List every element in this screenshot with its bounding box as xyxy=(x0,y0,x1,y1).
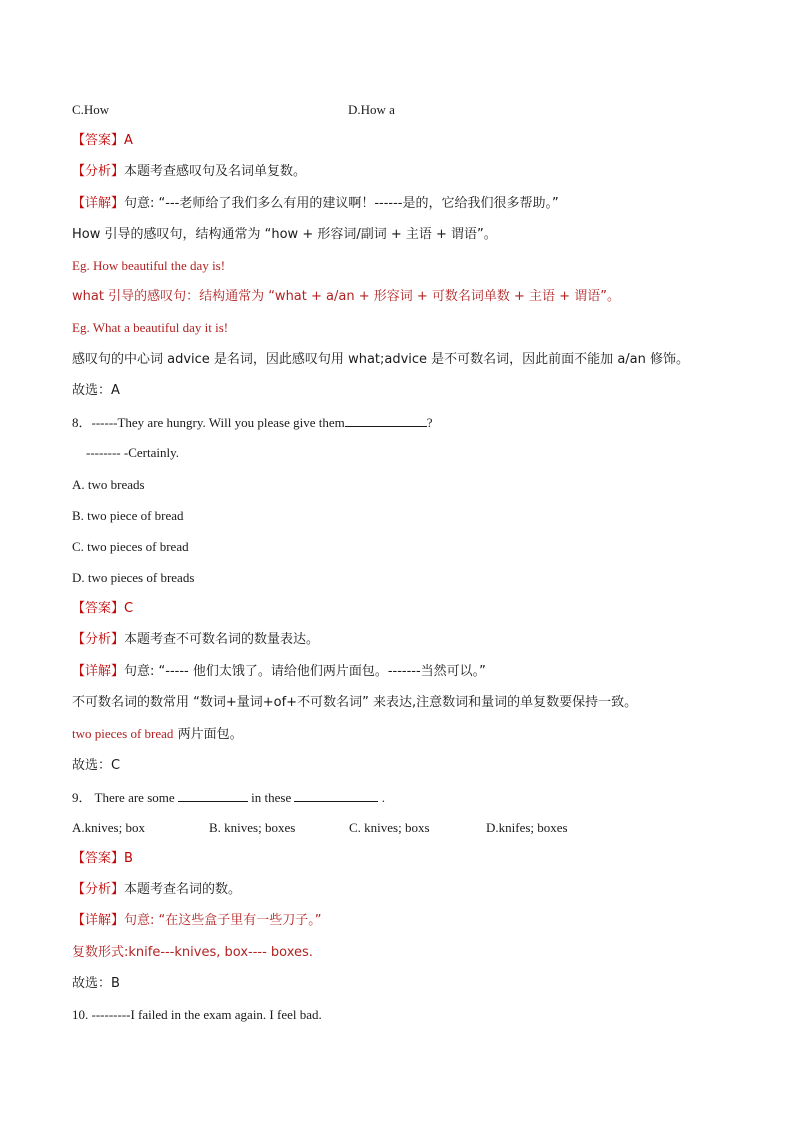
q7-example-2: Eg. What a beautiful day it is! xyxy=(72,320,229,335)
q7-detail xyxy=(72,196,559,212)
q9-answer: 【答案】B xyxy=(72,851,133,866)
q8-stem-text: 8．------They are hungry. Will you please give them xyxy=(72,415,345,430)
q7-choose: 故选：A xyxy=(72,383,120,398)
analysis-tag: 【分析】 xyxy=(72,164,125,179)
analysis-tag: 【分析】 xyxy=(72,632,125,647)
q8-answer: 【答案】C xyxy=(72,601,134,616)
detail-text: 句意: “---老师给了我们多么有用的建议啊！------是的，它给我们很多帮助。” xyxy=(124,196,559,211)
q7-explain: 感叹句的中心词 advice 是名词，因此感叹句用 what;advice 是不可数名词，因此前面不能加 a/an 修饰。 xyxy=(72,352,689,367)
q9-stem-text: 9． There are some xyxy=(72,790,175,805)
q8-stem-end: ? xyxy=(426,415,433,430)
q9-option-b: B. knives; boxes xyxy=(209,820,296,835)
detail-tag: 【详解】 xyxy=(72,196,125,211)
q8-option-a: A. two breads xyxy=(72,477,145,492)
q8-detail xyxy=(72,664,486,680)
q9-option-a: A.knives; box xyxy=(72,820,145,835)
what-rule-text: what 引导的感叹句：结构通常为 “what + a/an + 形容词 + 可数名词单数 + 主语 + 谓语”。 xyxy=(72,289,620,304)
detail-text: 句意: “----- 他们太饿了。请给他们两片面包。-------当然可以。” xyxy=(124,664,486,679)
q9-stem-end: . xyxy=(381,790,385,805)
q9-option-d: D.knifes; boxes xyxy=(486,820,568,835)
q10-stem: 10. ---------I failed in the exam again. I feel bad. xyxy=(72,1007,322,1022)
q7-answer: 【答案】A xyxy=(72,133,133,148)
q9-analysis xyxy=(72,882,241,898)
q7-option-d: D.How a xyxy=(348,102,395,117)
q8-example xyxy=(72,726,243,743)
q8-option-b: B. two piece of bread xyxy=(72,508,184,523)
example-chinese: 两片面包。 xyxy=(173,727,243,742)
q7-option-c: C.How xyxy=(72,102,110,117)
answer-blank-1 xyxy=(178,789,248,802)
q7-example-1: Eg. How beautiful the day is! xyxy=(72,258,226,273)
example-english: two pieces of bread xyxy=(72,726,174,741)
q9-choose: 故选：B xyxy=(72,976,120,991)
detail-tag: 【详解】 xyxy=(72,664,125,679)
q9-stem-mid: in these xyxy=(251,790,292,805)
detail-tag: 【详解】 xyxy=(72,913,125,928)
answer-blank-2 xyxy=(294,789,378,802)
analysis-text: 本题考查名词的数。 xyxy=(124,882,242,897)
q7-how-rule: How 引导的感叹句，结构通常为 “how + 形容词/副词 + 主语 + 谓语”。 xyxy=(72,227,497,242)
q8-analysis xyxy=(72,632,319,648)
q9-detail xyxy=(72,913,322,929)
q8-option-c: C. two pieces of bread xyxy=(72,539,189,554)
plural-text: 复数形式:knife---knives, box---- boxes. xyxy=(72,945,313,960)
q8-reply: -------- -Certainly. xyxy=(86,445,179,460)
detail-text: 句意: “在这些盒子里有一些刀子。” xyxy=(124,913,322,928)
q8-stem xyxy=(72,414,433,431)
q7-what-rule xyxy=(72,289,620,305)
analysis-tag: 【分析】 xyxy=(72,882,125,897)
q9-option-c: C. knives; boxs xyxy=(349,820,430,835)
q9-stem xyxy=(72,789,385,806)
q7-analysis xyxy=(72,164,306,180)
q8-rule: 不可数名词的数常用 “数词+量词+of+不可数名词” 来表达,注意数词和量词的单复数要保持一致。 xyxy=(72,695,638,710)
q8-choose: 故选：C xyxy=(72,758,121,773)
q9-plural xyxy=(72,945,313,961)
analysis-text: 本题考查不可数名词的数量表达。 xyxy=(124,632,320,647)
answer-blank xyxy=(345,414,427,427)
analysis-text: 本题考查感叹句及名词单复数。 xyxy=(124,164,307,179)
q8-option-d: D. two pieces of breads xyxy=(72,570,195,585)
